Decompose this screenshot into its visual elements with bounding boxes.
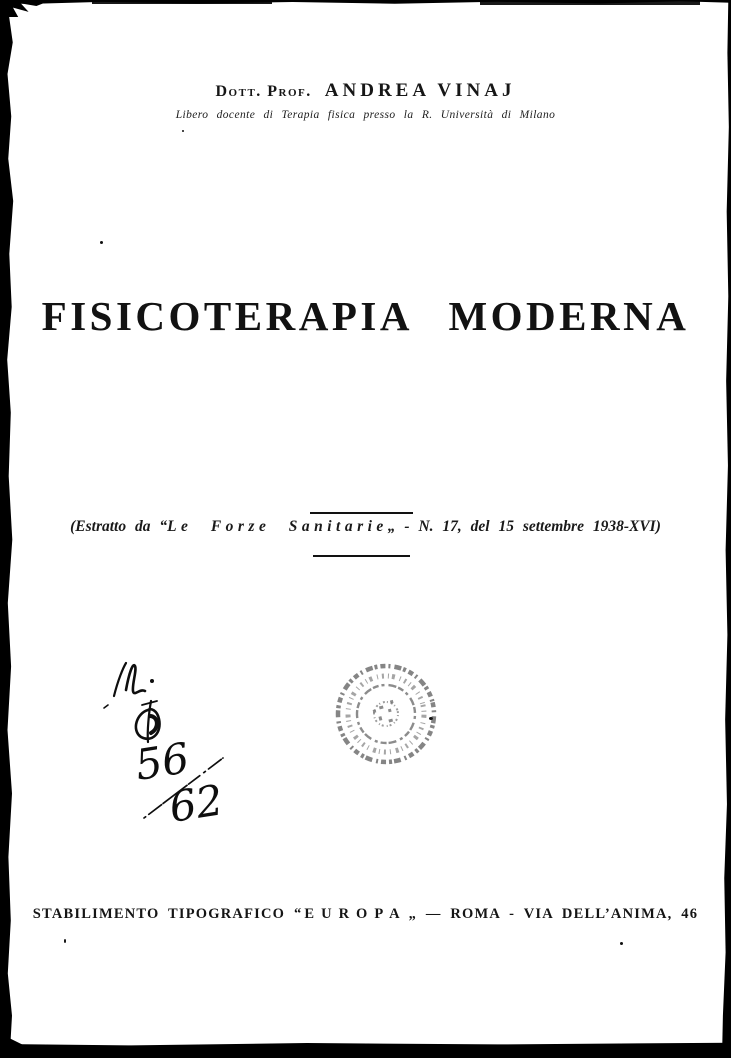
scan-corner-top-left [0, 0, 52, 17]
shelfmark-bottom-number: 62 [165, 775, 227, 832]
citation-suffix: „ - N. 17, del 15 settembre 1938-XVI) [387, 518, 661, 535]
author-line [0, 80, 731, 102]
imprint-printer-name: EUROPA [304, 906, 407, 922]
shelfmark-top-number: 56 [131, 733, 193, 790]
scan-edge-patch [480, 0, 700, 5]
pen-squiggle [104, 705, 108, 708]
pen-dot [150, 679, 154, 683]
citation-rule-top [310, 512, 413, 514]
citation-rule-bottom [313, 555, 410, 557]
author-block [0, 80, 731, 121]
pen-squiggle [126, 665, 145, 693]
scan-speck [64, 939, 66, 943]
citation-journal-name: Le Forze Sanitarie [167, 518, 388, 535]
phi-mark [150, 716, 157, 733]
library-stamp-icon [329, 657, 443, 771]
author-name: ANDREA VINAJ [324, 80, 516, 101]
pen-squiggle [114, 663, 126, 696]
scan-edge-bottom [0, 1041, 731, 1058]
page-title: FISICOTERAPIA MODERNA [41, 293, 690, 339]
handwritten-shelfmark [92, 646, 244, 834]
scan-edge-patch [92, 0, 272, 4]
printer-imprint [0, 906, 731, 923]
imprint-prefix: STABILIMENTO TIPOGRAFICO “ [32, 906, 303, 922]
scan-speck [620, 942, 623, 945]
citation-prefix: (Estratto da “ [70, 518, 168, 535]
author-title: Dott. Prof. [215, 83, 312, 100]
citation-line [0, 518, 731, 536]
scan-speck [182, 130, 184, 132]
imprint-suffix: „ — ROMA - VIA DELL’ANIMA, 46 [408, 906, 699, 922]
author-subtitle: Libero docente di Terapia fisica presso la R. Università di Milano [175, 109, 556, 121]
scan-speck [100, 241, 103, 244]
phi-mark [148, 701, 151, 742]
